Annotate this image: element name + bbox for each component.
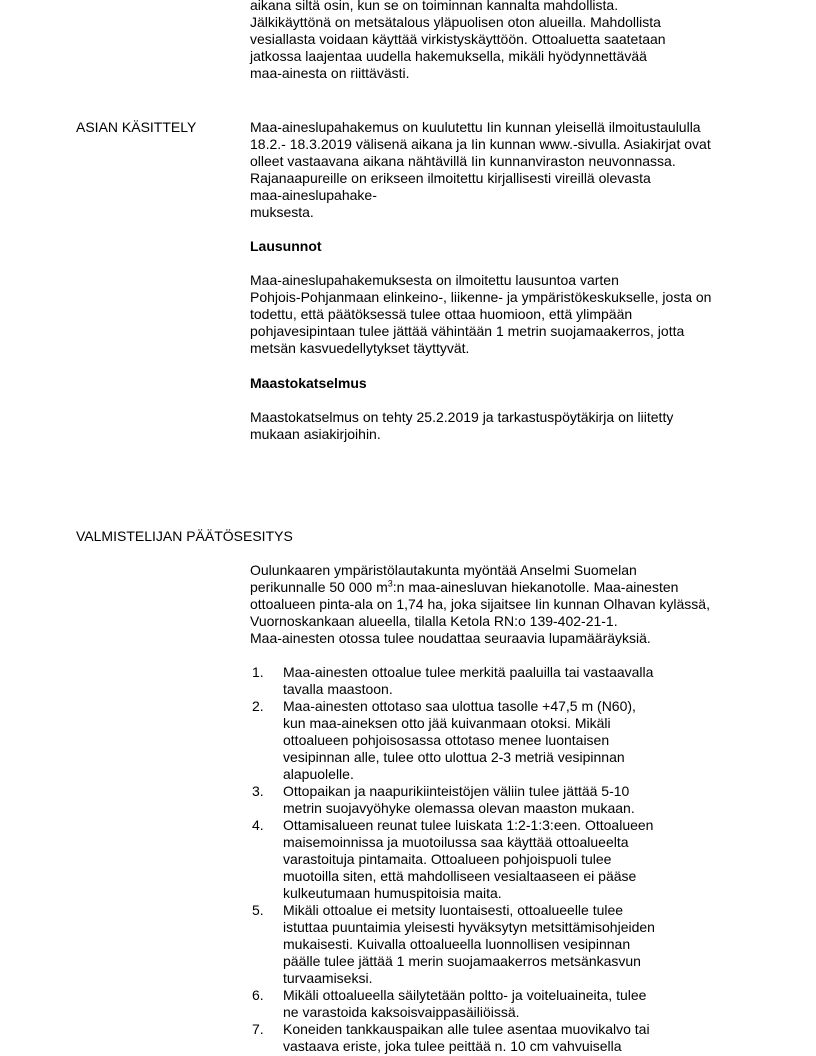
- list-number: 7.: [252, 1021, 264, 1037]
- text-line: aikana siltä osin, kun se on toiminnan kannalta mahdollista.: [250, 0, 619, 13]
- text-line: Maa-aineslupahakemuksesta on ilmoitettu lausuntoa varten: [250, 272, 619, 288]
- text-line: Ottamisalueen reunat tulee luiskata 1:2-1:3:een. Ottoalueen: [283, 817, 654, 833]
- text-line: vesipinnan alle, tulee otto ulottua 2-3 metriä vesipinnan: [283, 749, 625, 765]
- paatosesitys-paragraph: [250, 562, 750, 647]
- text-line: vesiallasta voidaan käyttää virkistyskäyttöön. Ottoaluetta saatetaan: [250, 31, 666, 47]
- list-item: [250, 783, 720, 817]
- text-line: mukaisesti. Kuivalla ottoalueella luonnollisen vesipinnan: [283, 936, 631, 952]
- list-item: [250, 987, 720, 1021]
- text-fragment: :n maa-ainesluvan hiekanotolle. Maa-ainesten: [392, 579, 679, 595]
- text-line: jatkossa laajentaa uudella hakemuksella, mikäli hyödynnettävää: [250, 48, 647, 64]
- text-line: ottoalueen pohjoisosassa ottotaso menee luontaisen: [283, 732, 610, 748]
- text-line: Vuornoskankaan alueella, tilalla Ketola RN:o 139-402-21-1.: [250, 613, 618, 629]
- text-line: muksesta.: [250, 204, 314, 220]
- list-number: 1.: [252, 664, 264, 680]
- list-number: 6.: [252, 987, 264, 1003]
- text-line: Pohjois-Pohjanmaan elinkeino-, liikenne- ja ympäristökeskukselle, josta on: [250, 289, 712, 305]
- list-number: 2.: [252, 698, 264, 714]
- list-item: [250, 698, 720, 783]
- text-line: Mikäli ottoalueella säilytetään poltto- ja voiteluaineita, tulee: [283, 987, 647, 1003]
- lausunnot-paragraph: [250, 272, 750, 357]
- text-line: Maa-ainesten ottotaso saa ulottua tasolle +47,5 m (N60),: [283, 698, 636, 714]
- text-fragment: perikunnalle 50 000 m: [250, 579, 388, 595]
- text-line: Koneiden tankkauspaikan alle tulee asentaa muovikalvo tai: [283, 1021, 650, 1037]
- text-line: päälle tulee jättää 1 merin suojamaakerros metsänkasvun: [283, 953, 641, 969]
- list-number: 5.: [252, 902, 264, 918]
- text-line: metrin suojavyöhyke olemassa olevan maaston mukaan.: [283, 800, 635, 816]
- text-line: turvaamiseksi.: [283, 970, 373, 986]
- text-line: Jälkikäyttönä on metsätalous yläpuolisen oton alueilla. Mahdollista: [250, 14, 661, 30]
- text-line: 18.2.- 18.3.2019 välisenä aikana ja Iin kunnan www.-sivulla. Asiakirjat ovat: [250, 136, 711, 152]
- text-line: [250, 579, 750, 596]
- section-heading-valmistelijan-paatosesitys: VALMISTELIJAN PÄÄTÖSESITYS: [76, 528, 293, 544]
- text-line: maa-ainesta on riittävästi.: [250, 65, 410, 81]
- text-line: Maa-ainesten ottoalue tulee merkitä paaluilla tai vastaavalla: [283, 664, 654, 680]
- text-line: ottoalueen pinta-ala on 1,74 ha, joka sijaitsee Iin kunnan Olhavan kylässä,: [250, 596, 710, 612]
- text-line: alapuolelle.: [283, 766, 354, 782]
- list-number: 3.: [252, 783, 264, 799]
- text-line: Maa-aineslupahakemus on kuulutettu Iin kunnan yleisellä ilmoitustaululla: [250, 119, 701, 135]
- text-line: Rajanaapureille on erikseen ilmoitettu kirjallisesti vireillä olevasta: [250, 170, 651, 186]
- text-line: ne varastoida kaksoisvaippasäiliöissä.: [283, 1004, 520, 1020]
- list-item: [250, 1021, 720, 1055]
- text-line: Maa-ainesten otossa tulee noudattaa seuraavia lupamääräyksiä.: [250, 630, 651, 646]
- text-line: Oulunkaaren ympäristölautakunta myöntää Anselmi Suomelan: [250, 562, 637, 578]
- subheading-lausunnot: Lausunnot: [250, 238, 322, 254]
- text-line: muotoilla siten, että mahdolliseen vesialtaaseen ei pääse: [283, 868, 637, 884]
- text-line: maisemoinnissa ja muotoilussa saa käyttää ottoalueelta: [283, 834, 629, 850]
- text-line: maa-aineslupahake-: [250, 187, 377, 203]
- list-item: [250, 817, 720, 902]
- text-line: varastoituja pintamaita. Ottoalueen pohjoispuoli tulee: [283, 851, 612, 867]
- text-line: tavalla maastoon.: [283, 681, 393, 697]
- section-heading-asian-kasittely: ASIAN KÄSITTELY: [76, 119, 197, 135]
- text-line: Mikäli ottoalue ei metsity luontaisesti, ottoalueelle tulee: [283, 902, 624, 918]
- text-line: todettu, että päätöksessä tulee ottaa huomioon, että ylimpään: [250, 306, 633, 322]
- list-item: [250, 902, 720, 987]
- asian-kasittely-paragraph: [250, 119, 750, 221]
- text-line: kulkeutumaan humuspitoisia maita.: [283, 885, 502, 901]
- lupamaaraykset-list: [250, 664, 720, 1055]
- text-line: istuttaa puuntaimia yleisesti hyväksytyn metsittämisohjeiden: [283, 919, 655, 935]
- text-line: pohjavesipintaan tulee jättää vähintään 1 metrin suojamaakerros, jotta: [250, 323, 685, 339]
- intro-paragraph: [250, 0, 750, 82]
- text-line: kun maa-aineksen otto jää kuivanmaan otoksi. Mikäli: [283, 715, 611, 731]
- list-item: [250, 664, 720, 698]
- text-line: vastaava eriste, joka tulee peittää n. 10 cm vahvuisella: [283, 1038, 622, 1054]
- text-line: metsän kasvuedellytykset täyttyvät.: [250, 340, 470, 356]
- text-line: olleet vastaavana aikana nähtävillä Iin kunnanviraston neuvonnassa.: [250, 153, 676, 169]
- subheading-maastokatselmus: Maastokatselmus: [250, 375, 367, 391]
- maastokatselmus-paragraph: [250, 409, 750, 443]
- list-number: 4.: [252, 817, 264, 833]
- superscript: 3: [387, 578, 393, 589]
- text-line: mukaan asiakirjoihin.: [250, 426, 381, 442]
- text-line: Maastokatselmus on tehty 25.2.2019 ja tarkastuspöytäkirja on liitetty: [250, 409, 674, 425]
- text-line: Ottopaikan ja naapurikiinteistöjen väliin tulee jättää 5-10: [283, 783, 630, 799]
